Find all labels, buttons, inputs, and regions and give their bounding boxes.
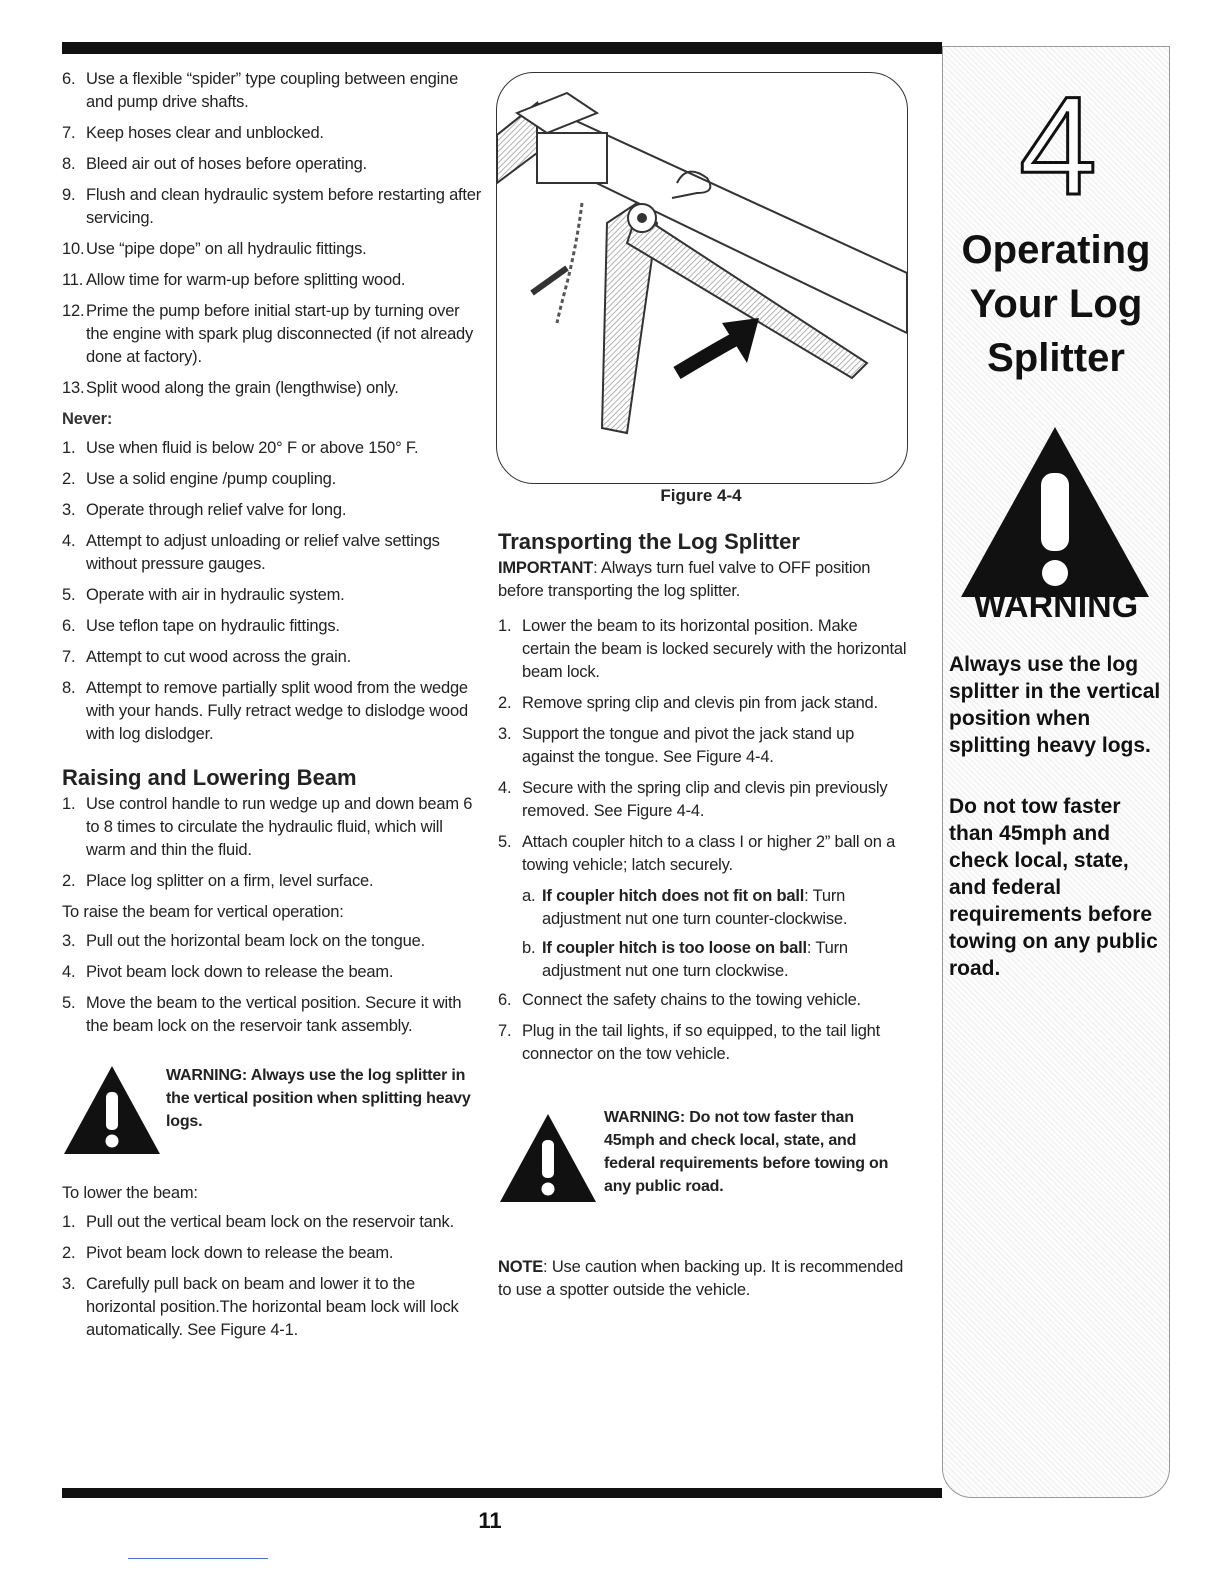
- list-item: [62, 992, 482, 1038]
- list-number: 3.: [62, 501, 76, 519]
- list-item: [62, 153, 482, 176]
- list-item: [62, 184, 482, 230]
- list-item: [62, 68, 482, 114]
- sub-a-condition: If coupler hitch does not fit on ball: [542, 887, 805, 905]
- list-number: 7.: [498, 1022, 512, 1040]
- list-text: Attempt to cut wood across the grain.: [86, 648, 351, 666]
- list-number: 4.: [498, 779, 512, 797]
- sidebar-warning-text-2: Do not tow faster than 45mph and check local, state, and federal requirements before towing on any public road.: [949, 795, 1158, 980]
- list-item: [498, 723, 908, 769]
- list-number: 4.: [62, 532, 76, 550]
- list-text: Attempt to adjust unloading or relief valve settings without pressure gauges.: [86, 532, 440, 573]
- list-text: Use when fluid is below 20° F or above 150° F.: [86, 439, 419, 457]
- list-text: Bleed air out of hoses before operating.: [86, 155, 367, 173]
- sub-b-condition: If coupler hitch is too loose on ball: [542, 939, 807, 957]
- sidebar-warning-text-1: Always use the log splitter in the vertical position when splitting heavy logs.: [949, 653, 1161, 757]
- list-item: [62, 1242, 482, 1265]
- list-number: 2.: [498, 694, 512, 712]
- raise-list-1: [62, 793, 482, 893]
- list-item: [62, 615, 482, 638]
- list-text: Move the beam to the vertical position. Secure it with the beam lock on the reservoir tank assembly.: [86, 994, 462, 1035]
- list-number: 11.: [62, 271, 84, 289]
- list-item: [62, 238, 482, 261]
- list-number: 3.: [498, 725, 512, 743]
- transport-list: [498, 615, 908, 877]
- warning-tow-box: [498, 1106, 908, 1216]
- important-paragraph: [498, 557, 908, 603]
- lower-intro: To lower the beam:: [62, 1184, 198, 1202]
- list-number: 4.: [62, 963, 76, 981]
- list-item: [62, 269, 482, 292]
- list-item: [62, 870, 482, 893]
- list-text: Prime the pump before initial start-up by turning over the engine with spark plug disconnected (if not already done at factory).: [86, 302, 474, 366]
- list-item: [62, 1273, 482, 1342]
- list-item: [62, 122, 482, 145]
- list-item: [62, 1211, 482, 1234]
- list-text: Operate through relief valve for long.: [86, 501, 347, 519]
- list-number: 3.: [62, 932, 76, 950]
- list-text: Use “pipe dope” on all hydraulic fittings.: [86, 240, 367, 258]
- safety-list-continued: [62, 68, 482, 400]
- list-number: 6.: [62, 617, 76, 635]
- list-number: 7.: [62, 648, 76, 666]
- warning-triangle-icon: [957, 423, 1153, 601]
- list-number: 2.: [62, 1244, 76, 1262]
- list-text: Carefully pull back on beam and lower it to the horizontal position.The horizontal beam lock will lock automatically. See Figure 4-1.: [86, 1275, 459, 1339]
- list-text: Place log splitter on a firm, level surface.: [86, 872, 374, 890]
- page-number: 11: [478, 1508, 502, 1533]
- top-rule: [62, 42, 942, 54]
- list-number: 5.: [62, 994, 76, 1012]
- figure-4-4: [496, 72, 908, 484]
- list-text: Attach coupler hitch to a class I or higher 2” ball on a towing vehicle; latch securely.: [522, 833, 896, 874]
- list-item: [498, 1020, 908, 1066]
- list-text: Use a solid engine /pump coupling.: [86, 470, 337, 488]
- important-label: IMPORTANT: [498, 559, 594, 577]
- left-column: [62, 68, 482, 1350]
- list-item: [62, 377, 482, 400]
- list-text: Pivot beam lock down to release the beam.: [86, 963, 394, 981]
- list-number: 8.: [62, 679, 76, 697]
- list-number: 2.: [62, 470, 76, 488]
- jack-stand-illustration: [497, 73, 907, 483]
- list-number: 5.: [498, 833, 512, 851]
- list-item: [62, 677, 482, 746]
- list-item: [62, 961, 482, 984]
- list-number: 13.: [62, 379, 85, 397]
- chapter-title: Operating Your Log Splitter: [961, 228, 1151, 380]
- list-text: Connect the safety chains to the towing vehicle.: [522, 991, 861, 1009]
- list-text: Plug in the tail lights, if so equipped, to the tail light connector on the tow vehicle.: [522, 1022, 881, 1063]
- raise-intro: To raise the beam for vertical operation:: [62, 903, 344, 921]
- sub-item-b: b. If coupler hitch is too loose on ball: Turn adjustment nut one turn clockwise.: [522, 939, 848, 980]
- list-item: [62, 793, 482, 862]
- list-text: Pull out the horizontal beam lock on the tongue.: [86, 932, 425, 950]
- list-text: Support the tongue and pivot the jack stand up against the tongue. See Figure 4-4.: [522, 725, 855, 766]
- transport-heading: Transporting the Log Splitter: [498, 529, 800, 554]
- list-text: Use control handle to run wedge up and down beam 6 to 8 times to circulate the hydraulic fluid, which will warm and thin the fluid.: [86, 795, 473, 859]
- never-list: [62, 437, 482, 746]
- warning-vertical-text: WARNING: Always use the log splitter in the vertical position when splitting heavy logs.: [166, 1067, 471, 1130]
- note-text: : Use caution when backing up. It is recommended to use a spotter outside the vehicle.: [498, 1258, 904, 1299]
- list-item: [498, 777, 908, 823]
- bottom-rule: [62, 1488, 942, 1498]
- warning-triangle-icon: [498, 1112, 598, 1204]
- list-number: 2.: [62, 872, 76, 890]
- raise-lower-heading: Raising and Lowering Beam: [62, 765, 357, 790]
- list-item: [62, 300, 482, 369]
- list-text: Operate with air in hydraulic system.: [86, 586, 345, 604]
- list-item: [498, 615, 908, 684]
- sub-b-action: : Turn adjustment nut one turn clockwise.: [542, 939, 848, 980]
- sub-a-action: : Turn adjustment nut one turn counter-clockwise.: [542, 887, 848, 928]
- warning-tow-text: WARNING: Do not tow faster than 45mph and check local, state, and federal requirements before towing on any public road.: [604, 1109, 889, 1195]
- list-item: [62, 930, 482, 953]
- list-item: [498, 831, 908, 877]
- note-paragraph: [498, 1256, 908, 1302]
- raise-list-2: [62, 930, 482, 1038]
- lower-list: [62, 1211, 482, 1342]
- list-text: Pull out the vertical beam lock on the reservoir tank.: [86, 1213, 454, 1231]
- chapter-sidebar: [942, 46, 1170, 1498]
- right-column: [498, 530, 908, 1308]
- list-number: 1.: [62, 439, 76, 457]
- list-text: Secure with the spring clip and clevis pin previously removed. See Figure 4-4.: [522, 779, 888, 820]
- never-label: Never:: [62, 410, 113, 428]
- list-item: [498, 692, 908, 715]
- list-text: Pivot beam lock down to release the beam.: [86, 1244, 394, 1262]
- list-number: 1.: [62, 1213, 76, 1231]
- list-text: Keep hoses clear and unblocked.: [86, 124, 324, 142]
- list-text: Split wood along the grain (lengthwise) only.: [86, 379, 399, 397]
- list-number: 8.: [62, 155, 76, 173]
- list-number: 7.: [62, 124, 76, 142]
- list-number: 1.: [62, 795, 76, 813]
- list-text: Remove spring clip and clevis pin from jack stand.: [522, 694, 878, 712]
- list-item: [498, 989, 908, 1012]
- list-number: 6.: [498, 991, 512, 1009]
- list-text: Lower the beam to its horizontal position. Make certain the beam is locked securely with the horizontal beam lock.: [522, 617, 907, 681]
- list-item: [62, 646, 482, 669]
- list-text: Use teflon tape on hydraulic fittings.: [86, 617, 340, 635]
- list-item: [62, 530, 482, 576]
- list-number: 9.: [62, 186, 76, 204]
- chapter-number: 4: [1019, 67, 1097, 224]
- sidebar-warning-heading: WARNING: [973, 587, 1139, 625]
- list-item: [62, 437, 482, 460]
- list-number: 10.: [62, 240, 85, 258]
- footer-line: [128, 1558, 268, 1559]
- list-number: 1.: [498, 617, 512, 635]
- list-item: [62, 584, 482, 607]
- warning-vertical-box: [62, 1064, 482, 1164]
- sub-item-a: a. If coupler hitch does not fit on ball: Turn adjustment nut one turn counter-clockwise.: [522, 887, 848, 928]
- warning-triangle-icon: [62, 1064, 162, 1156]
- list-item: [62, 499, 482, 522]
- transport-list-2: [498, 989, 908, 1066]
- list-text: Use a flexible “spider” type coupling between engine and pump drive shafts.: [86, 70, 459, 111]
- list-number: 3.: [62, 1275, 76, 1293]
- list-number: 6.: [62, 70, 76, 88]
- list-number: 5.: [62, 586, 76, 604]
- figure-caption: Figure 4-4: [660, 486, 742, 505]
- list-text: Flush and clean hydraulic system before restarting after servicing.: [86, 186, 482, 227]
- list-item: [62, 468, 482, 491]
- important-text: : Always turn fuel valve to OFF position before transporting the log splitter.: [498, 559, 871, 600]
- list-number: 12.: [62, 302, 85, 320]
- list-text: Attempt to remove partially split wood from the wedge with your hands. Fully retract wedge to dislodge wood with log dislodger.: [86, 679, 468, 743]
- list-text: Allow time for warm-up before splitting wood.: [86, 271, 406, 289]
- note-label: NOTE: [498, 1258, 544, 1276]
